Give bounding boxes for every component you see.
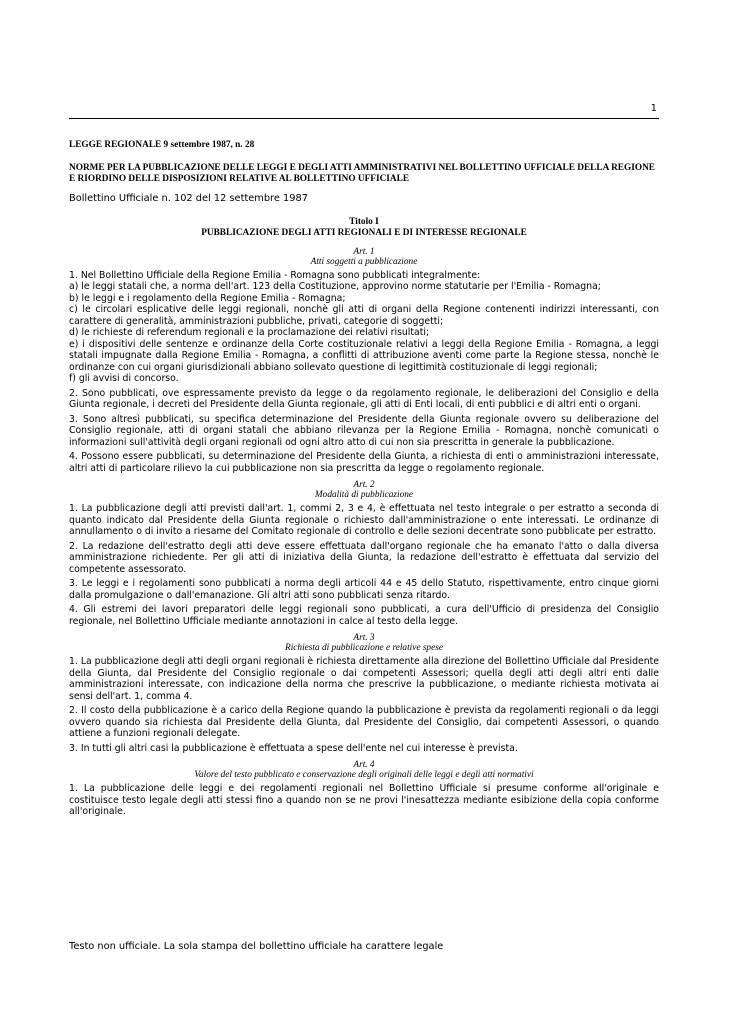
paragraph-line: a) le leggi statali che, a norma dell'art. 123 della Costituzione, approvino norme statutarie per l'Emilia - Romagna; xyxy=(69,281,601,292)
law-subject: NORME PER LA PUBBLICAZIONE DELLE LEGGI E DEGLI ATTI AMMINISTRATIVI NEL BOLLETTINO UFFICIALE DELLA REGIONE E RIORDINO DELLE DISPOSIZIONI RELATIVE AL BOLLETTINO UFFICIALE xyxy=(69,163,656,184)
article-title: Valore del testo pubblicato e conservazione degli originali delle leggi e degli atti normativi xyxy=(194,770,534,780)
article-paragraph xyxy=(69,578,659,601)
paragraph-line: 4. Gli estremi dei lavori preparatori delle leggi regionali sono pubblicati, a cura dell'Ufficio di presidenza del Consiglio regionale, nel Bollettino Ufficiale mediante annotazioni in calce al testo della legge. xyxy=(69,604,659,627)
article-section xyxy=(69,760,659,818)
footer-disclaimer: Testo non ufficiale. La sola stampa del bollettino ufficiale ha carattere legale xyxy=(69,941,444,952)
page-number: 1 xyxy=(650,103,657,114)
paragraph-line: d) le richieste di referendum regionali e la proclamazione dei relativi risultati; xyxy=(69,327,430,338)
article-paragraph xyxy=(69,743,659,755)
article-paragraph xyxy=(69,783,659,818)
paragraph-line: 3. In tutti gli altri casi la pubblicazione è effettuata a spese dell'ente nel cui interesse è prevista. xyxy=(69,742,518,754)
document-page xyxy=(69,0,659,1024)
article-paragraph xyxy=(69,414,659,449)
article-number: Art. 3 xyxy=(353,633,375,643)
article-section xyxy=(69,247,659,475)
article-paragraph xyxy=(69,503,659,538)
titolo-number: Titolo I xyxy=(349,216,379,227)
titolo-name: PUBBLICAZIONE DEGLI ATTI REGIONALI E DI INTERESSE REGIONALE xyxy=(201,227,527,238)
article-number: Art. 1 xyxy=(353,246,375,257)
header-rule xyxy=(69,118,659,119)
article-paragraph xyxy=(69,388,659,411)
article-number: Art. 4 xyxy=(353,760,375,770)
paragraph-line: b) le leggi e i regolamento della Regione Emilia - Romagna; xyxy=(69,292,346,304)
article-paragraph xyxy=(69,656,659,702)
paragraph-line: 2. Il costo della pubblicazione è a carico della Regione quando la pubblicazione è prevista da regolamenti regionali o da leggi ovvero quando sia richiesta dal Presidente della Giunta, dal Presidente del Consiglio, dai competenti Assessori, o quando attiene a funzioni regionali delegate. xyxy=(69,705,659,739)
article-section xyxy=(69,633,659,754)
paragraph-line: 2. La redazione dell'estratto degli atti deve essere effettuata dall'organo regionale che ha emanato l'atto o dalla diversa amministrazione richiedente. Per gli atti di iniziativa della Giunta, la redazione dell'estratto è effettuata dal servizio del competente assessorato. xyxy=(69,540,659,575)
article-title: Richiesta di pubblicazione e relative spese xyxy=(285,643,443,653)
bulletin-reference: Bollettino Ufficiale n. 102 del 12 settembre 1987 xyxy=(69,193,308,204)
article-paragraph xyxy=(69,705,659,740)
paragraph-line: e) i dispositivi delle sentenze e ordinanze della Corte costituzionale relativi a leggi della Regione Emilia - Romagna, a leggi statali impugnate dalla Regione Emilia - Romagna, a conflitti di attribuzione aventi come parte la Regione stessa, nonchè le ordinanze con cui organi giurisdizionali abbiano sollevato questione di legittimità costituzionale di leggi regionali; xyxy=(69,338,659,373)
article-title: Modalità di pubblicazione xyxy=(314,490,414,500)
law-title: LEGGE REGIONALE 9 settembre 1987, n. 28 xyxy=(69,140,255,150)
paragraph-line: 1. La pubblicazione delle leggi e dei regolamenti regionali nel Bollettino Ufficiale si presume conforme all'originale e costituisce testo legale degli atti stessi fino a quando non se ne provi l'inesattezza mediante esibizione della copia conforme all'originale. xyxy=(69,783,659,817)
article-paragraph xyxy=(69,604,659,627)
article-section xyxy=(69,480,659,627)
paragraph-line: 4. Possono essere pubblicati, su determinazione del Presidente della Giunta, a richiesta di enti o amministrazioni interessate, altri atti di particolare rilievo la cui pubblicazione non sia prescritta da legge o regolamento regionale. xyxy=(69,451,659,474)
article-paragraph xyxy=(69,270,659,385)
article-title: Atti soggetti a pubblicazione xyxy=(310,256,418,267)
article-paragraph xyxy=(69,541,659,576)
paragraph-line: 1. La pubblicazione degli atti previsti dall'art. 1, commi 2, 3 e 4, è effettuata nel testo integrale o per estratto a seconda di quanto indicato dal Presidente della Giunta regionale o richiesto dall'amministrazione o ente interessati. Le ordinanze di annullamento o di invito a riesame del Comitato regionale di controllo e delle sezioni decentrate sono pubblicate per estratto. xyxy=(69,503,659,537)
paragraph-line: 3. Le leggi e i regolamenti sono pubblicati a norma degli articoli 44 e 45 dello Statuto, rispettivamente, entro cinque giorni dalla promulgazione o dall'emanazione. Gli altri atti sono pubblicati senza ritardo. xyxy=(69,578,659,601)
paragraph-line: f) gli avvisi di concorso. xyxy=(69,373,179,384)
paragraph-line: c) le circolari esplicative delle leggi regionali, nonchè gli atti di organi della Regione contenenti indirizzi interessanti, con carattere di generalità, amministrazioni pubbliche, privati, categorie di soggetti; xyxy=(69,304,659,327)
article-number: Art. 2 xyxy=(353,480,375,490)
paragraph-line: 1. Nel Bollettino Ufficiale della Regione Emilia - Romagna sono pubblicati integralmente: xyxy=(69,269,481,281)
paragraph-line: 1. La pubblicazione degli atti degli organi regionali è richiesta direttamente alla direzione del Bollettino Ufficiale dal Presidente della Giunta, dal Presidente del Consiglio regionale o dai competenti Assessori; quella degli atti degli altri enti dalle amministrazioni interessate, con indicazione della norma che prescrive la pubblicazione, o mediante richiesta motivata ai sensi dell'art. 1, comma 4. xyxy=(69,656,659,702)
paragraph-line: 2. Sono pubblicati, ove espressamente previsto da legge o da regolamento regionale, le deliberazioni del Consiglio e della Giunta regionale, i decreti del Presidente della Giunta regionale, gli atti di Enti locali, di enti pubblici e di altri enti o organi. xyxy=(69,387,659,410)
paragraph-line: 3. Sono altresì pubblicati, su specifica determinazione del Presidente della Giunta regionale ovvero su deliberazione del Consiglio regionale, atti di organi statali che abbiano rilevanza per la Regione Emilia - Romagna, nonchè comunicati o informazioni sull'attività degli organi regionali od ogni altro atto di cui non sia prescritta in generale la pubblicazione. xyxy=(69,413,659,448)
articles-container xyxy=(69,247,659,818)
article-paragraph xyxy=(69,451,659,474)
document-body xyxy=(69,140,659,818)
